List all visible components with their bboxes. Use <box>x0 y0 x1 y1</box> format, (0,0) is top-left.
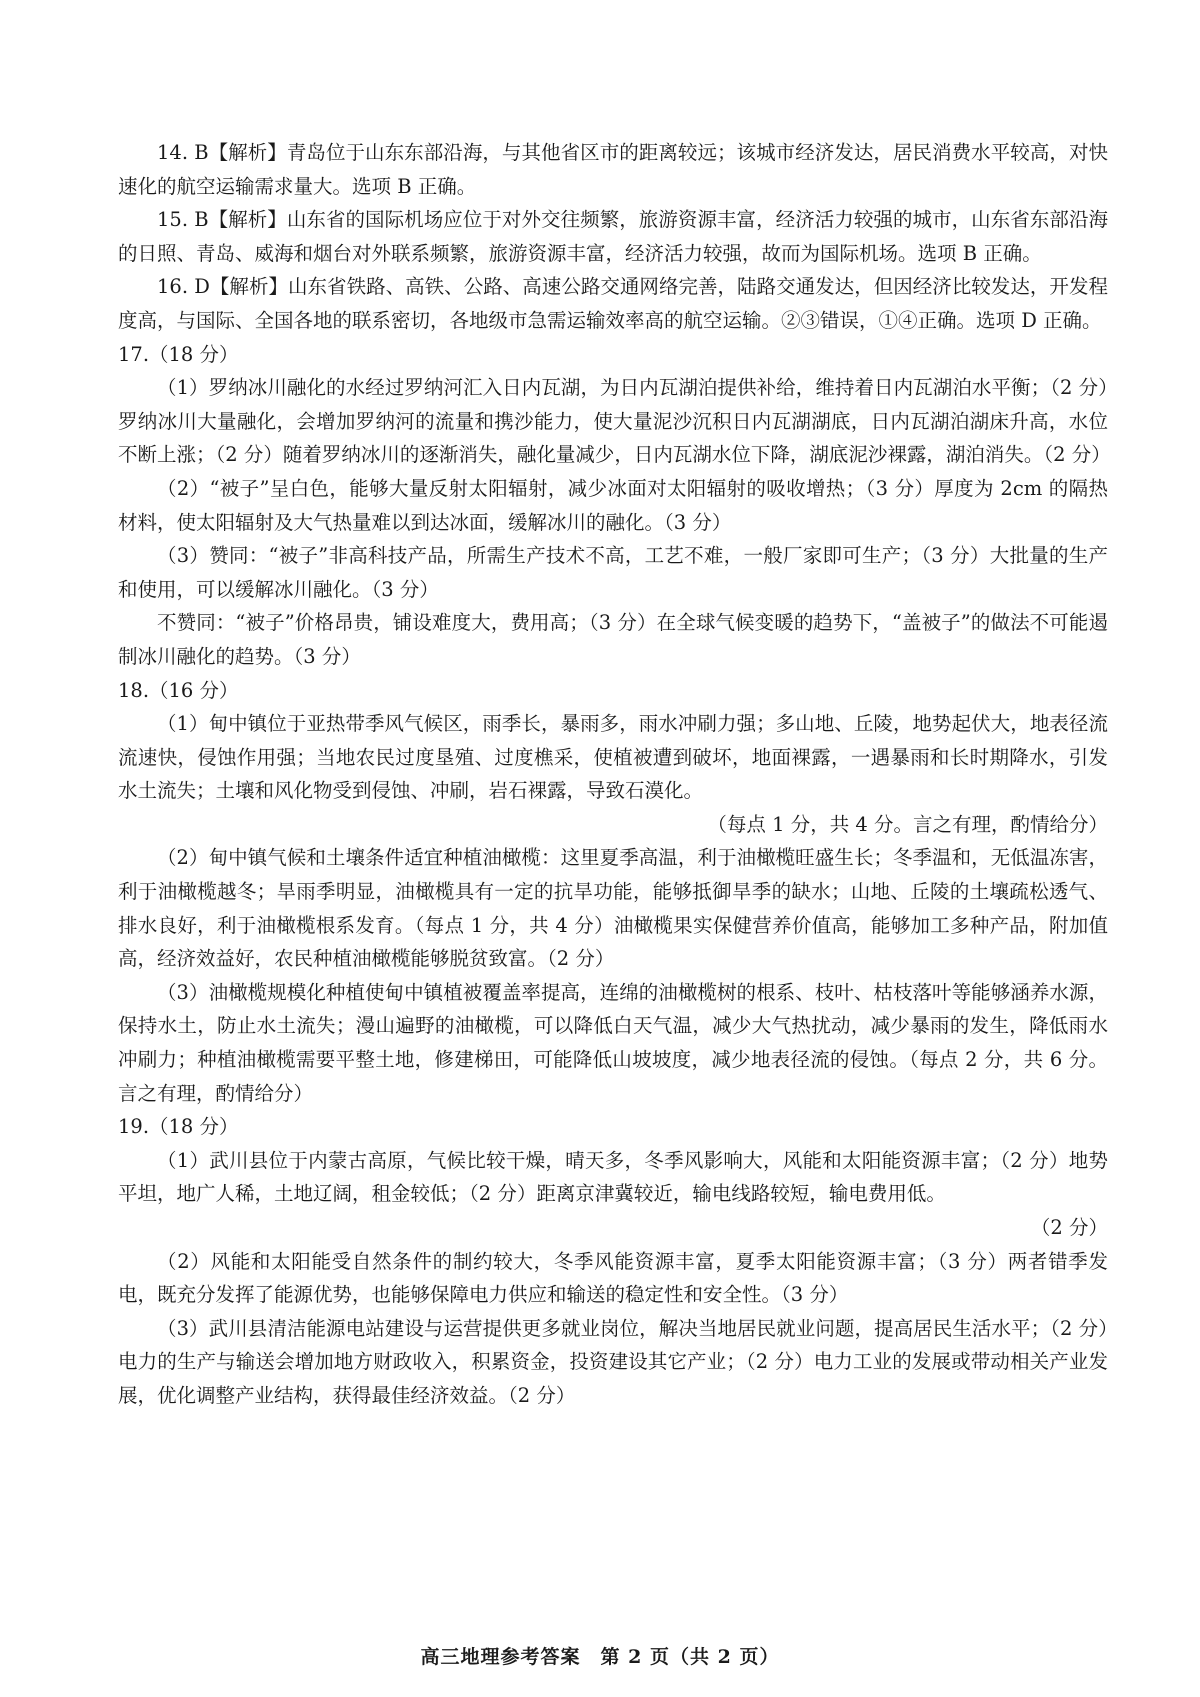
answer-18-part-1-scoring: （每点 1 分，共 4 分。言之有理，酌情给分） <box>707 812 1108 836</box>
answer-17-part-2: （2）“被子”呈白色，能够大量反射太阳辐射，减少冰面对太阳辐射的吸收增热；（3 分）厚度为 2cm 的隔热材料，使太阳辐射及大气热量难以到达冰面，缓解冰川的融化。（3 分） <box>118 476 1108 534</box>
answer-15: 15. B【解析】山东省的国际机场应位于对外交往频繁，旅游资源丰富，经济活力较强的城市，山东省东部沿海的日照、青岛、威海和烟台对外联系频繁，旅游资源丰富，经济活力较强，故而为国际机场。选项 B 正确。 <box>118 208 1108 265</box>
answer-19-part-3: （3）武川县清洁能源电站建设与运营提供更多就业岗位，解决当地居民就业问题，提高居民生活水平；（2 分）电力的生产与输送会增加地方财政收入，积累资金，投资建设其它产业；（2 分）电力工业的发展或带动相关产业发展，优化调整产业结构，获得最佳经济效益。（2 分） <box>118 1316 1108 1407</box>
answer-18-part-2: （2）甸中镇气候和土壤条件适宜种植油橄榄：这里夏季高温，利于油橄榄旺盛生长；冬季温和，无低温冻害，利于油橄榄越冬；旱雨季明显，油橄榄具有一定的抗旱功能，能够抵御旱季的缺水；山地、丘陵的土壤疏松透气、排水良好，利于油橄榄根系发育。（每点 1 分，共 4 分）油橄榄果实保健营养价值高，能够加工多种产品，附加值高，经济效益好，农民种植油橄榄能够脱贫致富。（2 分） <box>118 846 1108 971</box>
question-18-heading: 18.（16 分） <box>118 678 239 702</box>
answer-19-part-1-scoring: （2 分） <box>1030 1216 1108 1239</box>
answer-17-part-3-agree: （3）赞同：“被子”非高科技产品，所需生产技术不高，工艺不难，一般厂家即可生产；（3 分）大批量的生产和使用，可以缓解冰川融化。（3 分） <box>118 544 1108 601</box>
answer-19-part-2: （2）风能和太阳能受自然条件的制约较大，冬季风能资源丰富，夏季太阳能资源丰富；（3 分）两者错季发电，既充分发挥了能源优势，也能够保障电力供应和输送的稳定性和安全性。（3 分） <box>118 1249 1108 1307</box>
answer-17-part-3-disagree: 不赞同：“被子”价格昂贵，铺设难度大，费用高；（3 分）在全球气候变暖的趋势下，“盖被子”的做法不可能遏制冰川融化的趋势。（3 分） <box>118 611 1108 668</box>
page-footer: 高三地理参考答案 第 2 页（共 2 页） <box>420 1646 780 1668</box>
answer-18-part-3: （3）油橄榄规模化种植使甸中镇植被覆盖率提高，连绵的油橄榄树的根系、枝叶、枯枝落叶等能够涵养水源，保持水土，防止水土流失；漫山遍野的油橄榄，可以降低白天气温，减少大气热扰动，减少暴雨的发生，降低雨水冲刷力；种植油橄榄需要平整土地，修建梯田，可能降低山坡坡度，减少地表径流的侵蚀。（每点 2 分，共 6 分。言之有理，酌情给分） <box>118 980 1108 1105</box>
question-17-heading: 17.（18 分） <box>118 342 239 366</box>
answer-14: 14. B【解析】青岛位于山东东部沿海，与其他省区市的距离较远；该城市经济发达，居民消费水平较高，对快速化的航空运输需求量大。选项 B 正确。 <box>118 141 1108 198</box>
answer-content <box>118 136 1111 1413</box>
answer-19-part-1: （1）武川县位于内蒙古高原，气候比较干燥，晴天多，冬季风影响大，风能和太阳能资源丰富；（2 分）地势平坦，地广人稀，土地辽阔，租金较低；（2 分）距离京津冀较近，输电线路较短，输电费用低。 <box>118 1148 1108 1206</box>
answer-18-part-1: （1）甸中镇位于亚热带季风气候区，雨季长，暴雨多，雨水冲刷力强；多山地、丘陵，地势起伏大，地表径流流速快，侵蚀作用强；当地农民过度垦殖、过度樵采，使植被遭到破坏，地面裸露，一遇暴雨和长时期降水，引发水土流失；土壤和风化物受到侵蚀、冲刷，岩石裸露，导致石漠化。 <box>118 712 1108 803</box>
answer-17-part-1: （1）罗纳冰川融化的水经过罗纳河汇入日内瓦湖，为日内瓦湖泊提供补给，维持着日内瓦湖泊水平衡；（2 分）罗纳冰川大量融化，会增加罗纳河的流量和携沙能力，使大量泥沙沉积日内瓦湖湖底，日内瓦湖泊湖床升高，水位不断上涨；（2 分）随着罗纳冰川的逐渐消失，融化量减少，日内瓦湖水位下降，湖底泥沙裸露，湖泊消失。（2 分） <box>118 376 1111 467</box>
answer-16: 16. D【解析】山东省铁路、高铁、公路、高速公路交通网络完善，陆路交通发达，但因经济比较发达，开发程度高，与国际、全国各地的联系密切，各地级市急需运输效率高的航空运输。②③错误，①④正确。选项 D 正确。 <box>118 275 1108 332</box>
question-19-heading: 19.（18 分） <box>118 1115 239 1139</box>
